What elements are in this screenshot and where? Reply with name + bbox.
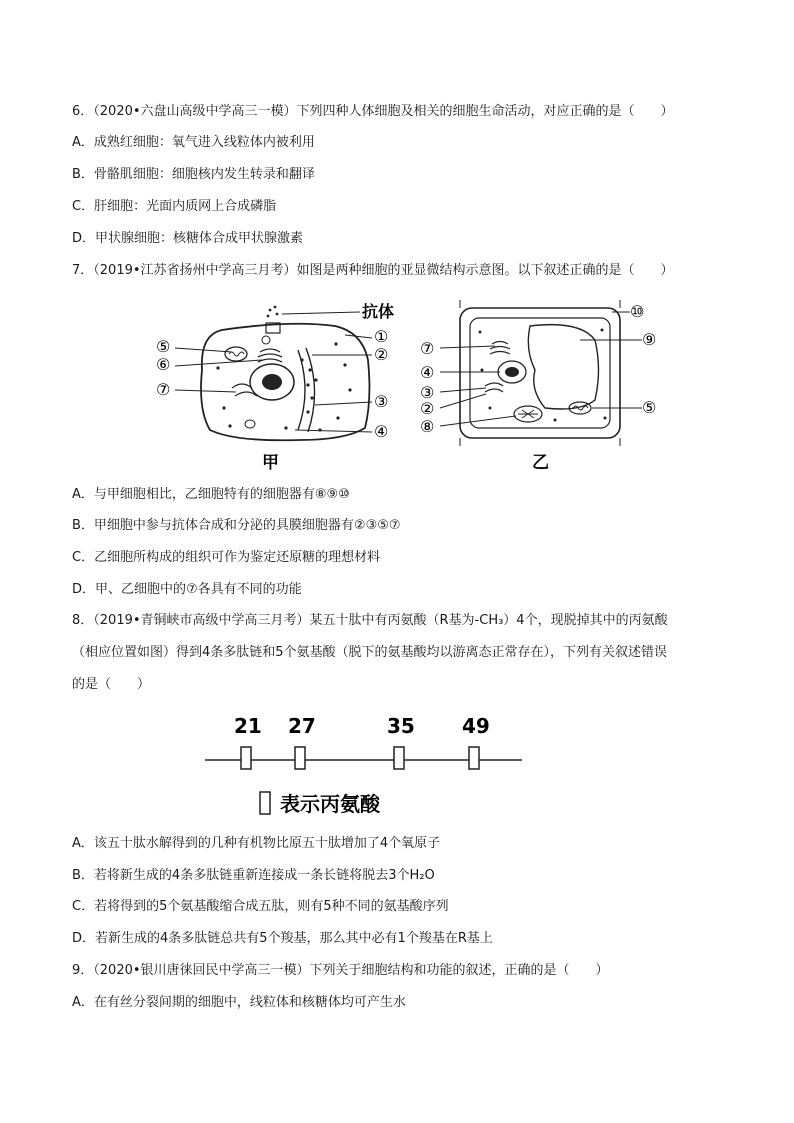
- cell-a-marker-3: ③: [374, 392, 389, 411]
- q7-option-b: B．甲细胞中参与抗体合成和分泌的具膜细胞器有②③⑤⑦: [72, 518, 401, 533]
- cell-b-marker-10: ⑩: [630, 302, 645, 321]
- position-49: 49: [462, 714, 490, 738]
- alanine-box-49: [469, 747, 479, 769]
- legend-box-icon: [260, 792, 270, 814]
- cell-a-marker-6: ⑥: [156, 355, 171, 374]
- q9-option-a: A．在有丝分裂间期的细胞中，线粒体和核糖体均可产生水: [72, 995, 406, 1010]
- q7-option-a: A．与甲细胞相比，乙细胞特有的细胞器有⑧⑨⑩: [72, 487, 350, 502]
- legend-text: 表示丙氨酸: [280, 792, 380, 816]
- cell-a-marker-1: ①: [374, 327, 389, 346]
- cell-b-marker-4: ④: [420, 363, 435, 382]
- cell-b-marker-3: ③: [420, 383, 435, 402]
- q8-option-a: A．该五十肽水解得到的几种有机物比原五十肽增加了4个氧原子: [72, 836, 441, 851]
- antibody-label: 抗体: [362, 302, 395, 321]
- cell-a-marker-2: ②: [374, 345, 389, 364]
- cell-a-label: 甲: [262, 453, 279, 473]
- q9-stem: 9．（2020•银川唐徕回民中学高三一模）下列关于细胞结构和功能的叙述，正确的是（ ）: [72, 963, 609, 978]
- cell-a-marker-5: ⑤: [156, 337, 171, 356]
- q6-option-b: B．骨骼肌细胞：细胞核内发生转录和翻译: [72, 167, 315, 182]
- cell-b-marker-9: ⑨: [642, 330, 657, 349]
- q8-option-c: C．若将得到的5个氨基酸缩合成五肽，则有5种不同的氨基酸序列: [72, 899, 449, 914]
- cell-b-marker-2: ②: [420, 399, 435, 418]
- q6-option-a: A．成熟红细胞：氧气进入线粒体内被利用: [72, 135, 315, 150]
- plant-cell-diagram: [420, 300, 656, 473]
- cell-a-marker-4: ④: [374, 422, 389, 441]
- cell-b-marker-8: ⑧: [420, 417, 435, 436]
- q8-option-b: B．若将新生成的4条多肽链重新连接成一条长链将脱去3个H₂O: [72, 868, 435, 883]
- q7-option-d: D．甲、乙细胞中的⑦各具有不同的功能: [72, 582, 302, 597]
- q6-stem: 6．（2020•六盘山高级中学高三一模）下列四种人体细胞及相关的细胞生命活动，对应正确的是（ ）: [72, 104, 674, 119]
- cell-a-marker-7: ⑦: [156, 380, 171, 399]
- q8-option-d: D．若新生成的4条多肽链总共有5个羧基，那么其中必有1个羧基在R基上: [72, 931, 493, 946]
- q6-option-c: C．肝细胞：光面内质网上合成磷脂: [72, 199, 277, 214]
- position-27: 27: [288, 714, 316, 738]
- q6-option-d: D．甲状腺细胞：核糖体合成甲状腺激素: [72, 231, 304, 246]
- alanine-box-27: [295, 747, 305, 769]
- cell-b-label: 乙: [532, 453, 549, 473]
- q8-stem-line3: 的是（ ）: [72, 677, 151, 692]
- alanine-box-21: [241, 747, 251, 769]
- cell-b-marker-7: ⑦: [420, 339, 435, 358]
- q8-stem-line1: 8．（2019•青铜峡市高级中学高三月考）某五十肽中有丙氨酸（R基为-CH₃）4个，现脱掉其中的丙氨酸: [72, 613, 668, 628]
- position-35: 35: [387, 714, 415, 738]
- cell-diagram-figure: [140, 290, 680, 475]
- cell-b-marker-5: ⑤: [642, 398, 657, 417]
- q8-stem-line2: （相应位置如图）得到4条多肽链和5个氨基酸（脱下的氨基酸均以游离态正常存在），下列有关叙述错误: [72, 645, 668, 660]
- animal-cell-diagram: [156, 302, 394, 473]
- peptide-diagram-figure: [200, 705, 530, 820]
- q7-option-c: C．乙细胞所构成的组织可作为鉴定还原糖的理想材料: [72, 550, 381, 565]
- position-21: 21: [234, 714, 262, 738]
- alanine-box-35: [394, 747, 404, 769]
- q7-stem: 7．（2019•江苏省扬州中学高三月考）如图是两种细胞的亚显微结构示意图。以下叙述正确的是（ ）: [72, 263, 674, 278]
